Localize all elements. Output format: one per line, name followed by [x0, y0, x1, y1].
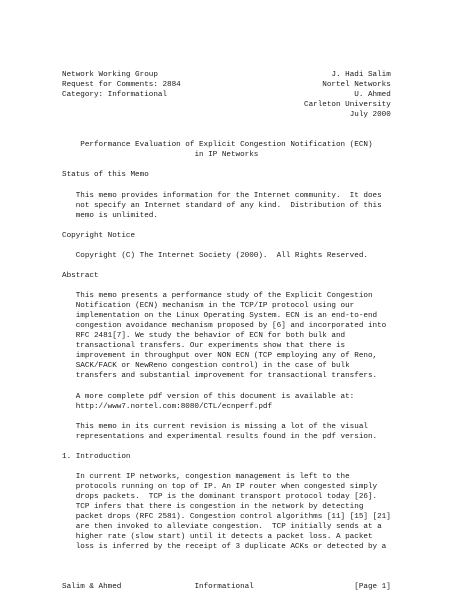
abstract-text: transfers and substantial improvement for transactional transfers. [75, 372, 378, 381]
blank-line [62, 412, 391, 422]
abstract-pdf-text-line [62, 392, 391, 402]
abstract-text-line [62, 321, 391, 331]
abstract-revision-text-line [62, 432, 391, 442]
header-left-field: Request for Comments: 2884 [62, 81, 181, 90]
abstract-pdf-text: A more complete pdf version of this document is available at: [75, 392, 355, 401]
header-row [62, 90, 391, 100]
abstract-text-line [62, 351, 391, 361]
blank-line [62, 221, 391, 231]
status-text-line [62, 211, 391, 221]
abstract-revision-text-line [62, 422, 391, 432]
introduction-text: drops packets. TCP is the dominant transport protocol today [26]. [75, 492, 378, 501]
header-right-field: J. Hadi Salim [331, 71, 391, 79]
blank-line [62, 562, 391, 572]
blank-line [62, 160, 391, 170]
introduction-text: packet drops (RFC 2581). Congestion control algorithms [11] [15] [21] [75, 513, 391, 522]
abstract-text-line [62, 371, 391, 381]
abstract-pdf-text: http://www7.nortel.com:8080/CTL/ecnperf.pdf [75, 402, 273, 411]
blank-line [62, 181, 391, 191]
introduction-text-line [62, 542, 391, 552]
blank-line [62, 130, 391, 140]
introduction-text-line [62, 532, 391, 542]
introduction-text-line [62, 482, 391, 492]
abstract-text: implementation on the Linux Operating System. ECN is an end-to-end [75, 312, 378, 321]
abstract-text: transactional transfers. Our experiments show that there is [75, 342, 346, 351]
copyright-text: Copyright (C) The Internet Society (2000). All Rights Reserved. [75, 251, 368, 260]
abstract-pdf-text-line [62, 402, 391, 412]
status-heading: Status of this Memo [62, 171, 149, 180]
header-row [62, 110, 391, 120]
status-text-line [62, 201, 391, 211]
abstract-text-line [62, 361, 391, 371]
abstract-revision-text: representations and experimental results found in the pdf version. [75, 432, 378, 441]
copyright-text-line [62, 251, 391, 261]
introduction-text-line [62, 492, 391, 502]
blank-line [62, 120, 391, 130]
introduction-heading: 1. Introduction [62, 452, 131, 461]
abstract-text: This memo presents a performance study of the Explicit Congestion [75, 292, 373, 301]
abstract-heading-line [62, 271, 391, 281]
footer-category: Informational [194, 583, 254, 592]
introduction-text: TCP infers that there is congestion in the network by detecting [75, 503, 364, 512]
abstract-text-line [62, 301, 391, 311]
status-text: memo is unlimited. [75, 211, 158, 220]
introduction-text: higher rate (slow start) until it detects a packet loss. A packet [75, 533, 373, 542]
blank-line [62, 572, 391, 582]
abstract-text: improvement in throughput over NON ECN (TCP employing any of Reno, [75, 352, 378, 361]
introduction-text: are then invoked to alleviate congestion. TCP initially sends at a [75, 523, 382, 532]
rfc-document-body [62, 70, 391, 592]
status-text: not specify an Internet standard of any kind. Distribution of this [75, 201, 382, 210]
introduction-text: loss is inferred by the receipt of 3 duplicate ACKs or detected by a [75, 543, 387, 552]
status-text-line [62, 191, 391, 201]
introduction-heading-line [62, 452, 391, 462]
copyright-heading: Copyright Notice [62, 231, 136, 240]
blank-line [62, 261, 391, 271]
header-row [62, 80, 391, 90]
footer-authors: Salim & Ahmed [62, 583, 122, 592]
introduction-text-line [62, 522, 391, 532]
blank-line [62, 462, 391, 472]
header-right-field: July 2000 [349, 111, 391, 120]
introduction-text: In current IP networks, congestion management is left to the [75, 472, 350, 481]
page-footer [62, 582, 391, 592]
blank-line [62, 241, 391, 251]
copyright-heading-line [62, 231, 391, 241]
abstract-text: Notification (ECN) mechanism in the TCP/IP protocol using our [75, 302, 355, 311]
header-left-field: Network Working Group [62, 71, 158, 79]
introduction-text-line [62, 502, 391, 512]
abstract-text: congestion avoidance mechanism proposed by [6] and incorporated into [75, 322, 387, 331]
blank-line [62, 552, 391, 562]
document-title-line [62, 140, 391, 150]
abstract-text: RFC 2481[7]. We study the behavior of ECN for both bulk and [75, 332, 346, 341]
header-row [62, 100, 391, 110]
status-text: This memo provides information for the Internet community. It does [75, 191, 382, 200]
footer-page-number: [Page 1] [354, 583, 391, 592]
abstract-revision-text: This memo in its current revision is missing a lot of the visual [75, 422, 368, 431]
abstract-heading: Abstract [62, 271, 99, 280]
abstract-text-line [62, 341, 391, 351]
blank-line [62, 281, 391, 291]
abstract-text: SACK/FACK or NewReno congestion control) in the case of bulk [75, 362, 350, 371]
document-title: Performance Evaluation of Explicit Congestion Notification (ECN) [80, 141, 373, 150]
introduction-text: protocols running on top of IP. An IP router when congested simply [75, 482, 378, 491]
header-right-field: Nortel Networks [322, 81, 391, 90]
abstract-text-line [62, 331, 391, 341]
abstract-text-line [62, 291, 391, 301]
introduction-text-line [62, 512, 391, 522]
blank-line [62, 381, 391, 391]
header-right-field: U. Ahmed [354, 91, 391, 100]
header-left-field: Category: Informational [62, 91, 168, 100]
introduction-text-line [62, 472, 391, 482]
header-right-field: Carleton University [304, 101, 391, 110]
abstract-text-line [62, 311, 391, 321]
document-title-line [62, 150, 391, 160]
blank-line [62, 442, 391, 452]
document-title: in IP Networks [194, 151, 259, 160]
header-row [62, 70, 391, 80]
status-heading-line [62, 170, 391, 180]
